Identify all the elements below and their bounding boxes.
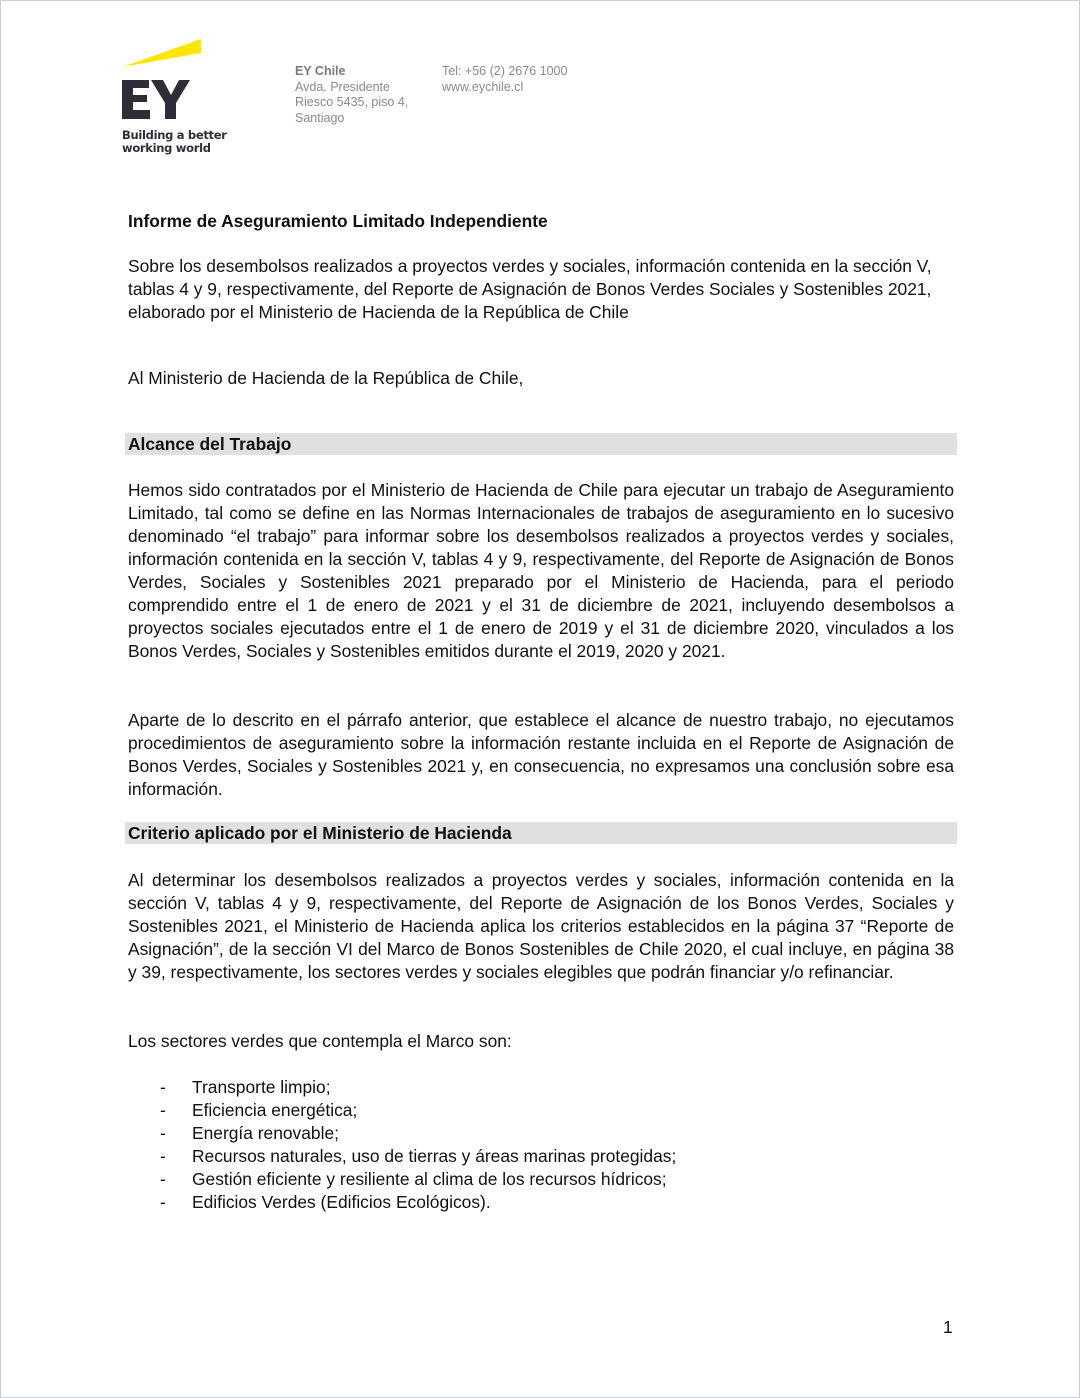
list-item-text: Transporte limpio; <box>192 1077 331 1097</box>
list-item <box>128 1145 954 1168</box>
logo-letter-e <box>122 80 150 119</box>
dash-bullet-icon: - <box>160 1146 166 1166</box>
list-item-text: Recursos naturales, uso de tierras y áreas marinas protegidas; <box>192 1146 677 1166</box>
logo-beam-shape <box>122 39 201 67</box>
list-item-text: Eficiencia energética; <box>192 1100 358 1120</box>
list-item <box>128 1076 954 1099</box>
address-line-3: Santiago <box>295 110 345 125</box>
dash-bullet-icon: - <box>160 1100 166 1120</box>
dash-bullet-icon: - <box>160 1169 166 1189</box>
salutation: Al Ministerio de Hacienda de la República de Chile, <box>128 368 524 388</box>
company-address <box>295 64 408 126</box>
paragraph-criteria: Al determinar los desembolsos realizados a proyectos verdes y sociales, información contenida en la sección V, tablas 4 y 9, respectivamente, del Reporte de Asignación de los Bonos Verdes, Sociales y Sostenibles 2021, el Ministerio de Hacienda aplica los criterios establecidos en la página 37 “Reporte de Asignación”, de la sección VI del Marco de Bonos Sostenibles de Chile 2020, el cual incluye, en página 38 y 39, respectivamente, los sectores verdes y sociales elegibles que podrán financiar y/o refinanciar. <box>128 870 954 982</box>
dash-bullet-icon: - <box>160 1192 166 1212</box>
paragraph-scope: Hemos sido contratados por el Ministerio de Hacienda de Chile para ejecutar un trabajo de Aseguramiento Limitado, tal como se define en las Normas Internacionales de trabajos de aseguramiento en lo sucesivo denominado “el trabajo” para informar sobre los desembolsos realizados a proyectos verdes y sociales, información contenida en la sección V, tablas 4 y 9, respectivamente, del Reporte de Asignación de Bonos Verdes, Sociales y Sostenibles 2021 preparado por el Ministerio de Hacienda, para el periodo comprendido entre el 1 de enero de 2021 y el 31 de diciembre de 2021, incluyendo desembolsos a proyectos sociales ejecutados entre el 1 de enero de 2019 y el 31 de diciembre 2020, vinculados a los Bonos Verdes, Sociales y Sostenibles emitidos durante el 2019, 2020 y 2021. <box>128 480 954 661</box>
section-heading-criterio <box>125 822 957 844</box>
address-line-1: Avda. Presidente <box>295 79 390 94</box>
logo-tagline <box>122 129 232 155</box>
dash-bullet-icon: - <box>160 1077 166 1097</box>
company-contact <box>442 64 567 95</box>
company-name: EY Chile <box>295 64 346 78</box>
section-heading-text: Criterio aplicado por el Ministerio de Hacienda <box>128 823 512 843</box>
list-item-text: Energía renovable; <box>192 1123 339 1143</box>
section-heading-text: Alcance del Trabajo <box>128 434 292 454</box>
address-line-2: Riesco 5435, piso 4, <box>295 95 409 109</box>
list-item <box>128 1191 954 1214</box>
list-item-text: Edificios Verdes (Edificios Ecológicos). <box>192 1192 491 1212</box>
ey-logo-icon <box>122 39 222 129</box>
dash-bullet-icon: - <box>160 1123 166 1143</box>
page-number: 1 <box>943 1317 953 1337</box>
section-heading-alcance <box>125 433 957 455</box>
document-title: Informe de Aseguramiento Limitado Independiente <box>128 211 548 231</box>
tagline-line-1: Building a better <box>122 128 227 142</box>
logo-letter-y <box>151 80 190 119</box>
list-intro: Los sectores verdes que contempla el Marco son: <box>128 1031 512 1051</box>
tagline-line-2: working world <box>122 141 211 155</box>
green-sectors-list <box>128 1076 954 1214</box>
ey-logo <box>122 39 227 157</box>
phone-number: Tel: +56 (2) 2676 1000 <box>442 64 568 78</box>
document-subtitle: Sobre los desembolsos realizados a proyectos verdes y sociales, información contenida en la sección V, tablas 4 y 9, respectivamente, del Reporte de Asignación de Bonos Verdes Sociales y Sostenibles 2021, elaborado por el Ministerio de Hacienda de la República de Chile <box>128 256 932 322</box>
list-item <box>128 1168 954 1191</box>
list-item-text: Gestión eficiente y resiliente al clima de los recursos hídricos; <box>192 1169 667 1189</box>
paragraph-scope-exclusion: Aparte de lo descrito en el párrafo anterior, que establece el alcance de nuestro trabajo, no ejecutamos procedimientos de aseguramiento sobre la información restante incluida en el Reporte de Asignación de Bonos Verdes, Sociales y Sostenibles 2021 y, en consecuencia, no expresamos una conclusión sobre esa información. <box>128 710 954 799</box>
website-link[interactable]: www.eychile.cl <box>442 79 524 94</box>
list-item <box>128 1122 954 1145</box>
list-item <box>128 1099 954 1122</box>
